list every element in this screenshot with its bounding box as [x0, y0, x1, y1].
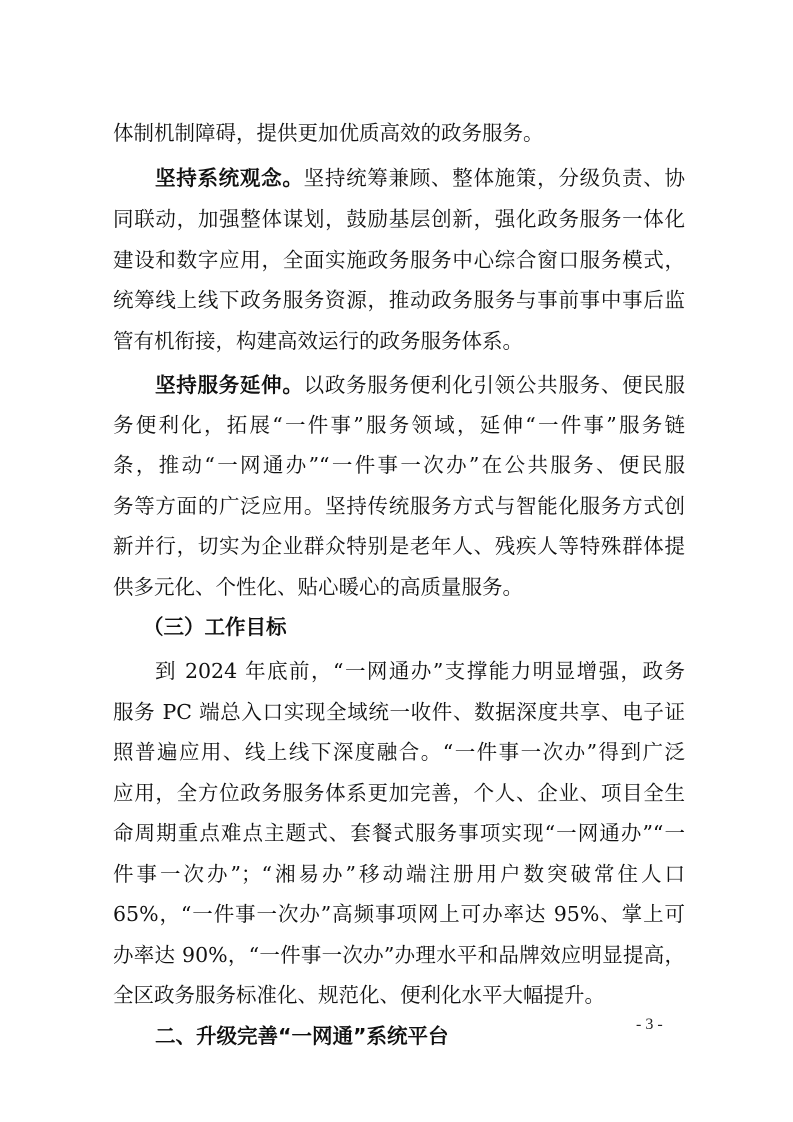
paragraph-line: 办率达 90%，“一件事一次办”办理水平和品牌效应明显提高， [113, 943, 685, 967]
paragraph-line: 条，推动“一网通办”“一件事一次办”在公共服务、便民服 [113, 453, 685, 477]
paragraph-line: 务便利化，拓展“一件事”服务领域，延伸“一件事”服务链 [113, 413, 685, 437]
paragraph-line [155, 163, 685, 193]
paragraph-line: 服务 PC 端总入口实现全域统一收件、数据深度共享、电子证 [113, 700, 685, 724]
paragraph-line: 同联动，加强整体谋划，鼓励基层创新，强化政务服务一体化 [113, 207, 685, 231]
paragraph-line: 应用，全方位政务服务体系更加完善，个人、企业、项目全生 [113, 781, 685, 805]
bold-lead-phrase: 坚持服务延伸。 [155, 373, 304, 397]
paragraph-line: 体制机制障碍，提供更加优质高效的政务服务。 [113, 121, 544, 145]
paragraph-text: 坚持统筹兼顾、整体施策，分级负责、协 [303, 166, 686, 190]
paragraph-line: 建设和数字应用，全面实施政务服务中心综合窗口服务模式， [113, 248, 685, 272]
paragraph-line: 65%，“一件事一次办”高频事项网上可办率达 95%、掌上可 [113, 902, 685, 926]
chapter-heading: 二、升级完善“一网通”系统平台 [155, 1024, 449, 1048]
paragraph-line: 管有机衔接，构建高效运行的政务服务体系。 [113, 329, 523, 353]
paragraph-line [155, 370, 685, 400]
paragraph-line: 统筹线上线下政务服务资源，推动政务服务与事前事中事后监 [113, 288, 685, 312]
paragraph-line: 供多元化、个性化、贴心暖心的高质量服务。 [113, 575, 523, 599]
paragraph-line: 到 2024 年底前，“一网通办”支撑能力明显增强，政务 [155, 659, 685, 683]
paragraph-line: 照普遍应用、线上线下深度融合。“一件事一次办”得到广泛 [113, 740, 685, 764]
paragraph-line: 务等方面的广泛应用。坚持传统服务方式与智能化服务方式创 [113, 494, 685, 518]
paragraph-line: 命周期重点难点主题式、套餐式服务事项实现“一网通办”“一 [113, 821, 685, 845]
section-heading: （三）工作目标 [143, 615, 287, 639]
paragraph-line: 件事一次办”；“湘易办”移动端注册用户数突破常住人口 [113, 862, 685, 886]
paragraph-line: 新并行，切实为企业群众特别是老年人、残疾人等特殊群体提 [113, 534, 685, 558]
paragraph-text: 以政务服务便利化引领公共服务、便民服 [303, 373, 686, 397]
bold-lead-phrase: 坚持系统观念。 [155, 166, 304, 190]
paragraph-line: 全区政务服务标准化、规范化、便利化水平大幅提升。 [113, 983, 605, 1007]
page-number: - 3 - [636, 1016, 663, 1033]
